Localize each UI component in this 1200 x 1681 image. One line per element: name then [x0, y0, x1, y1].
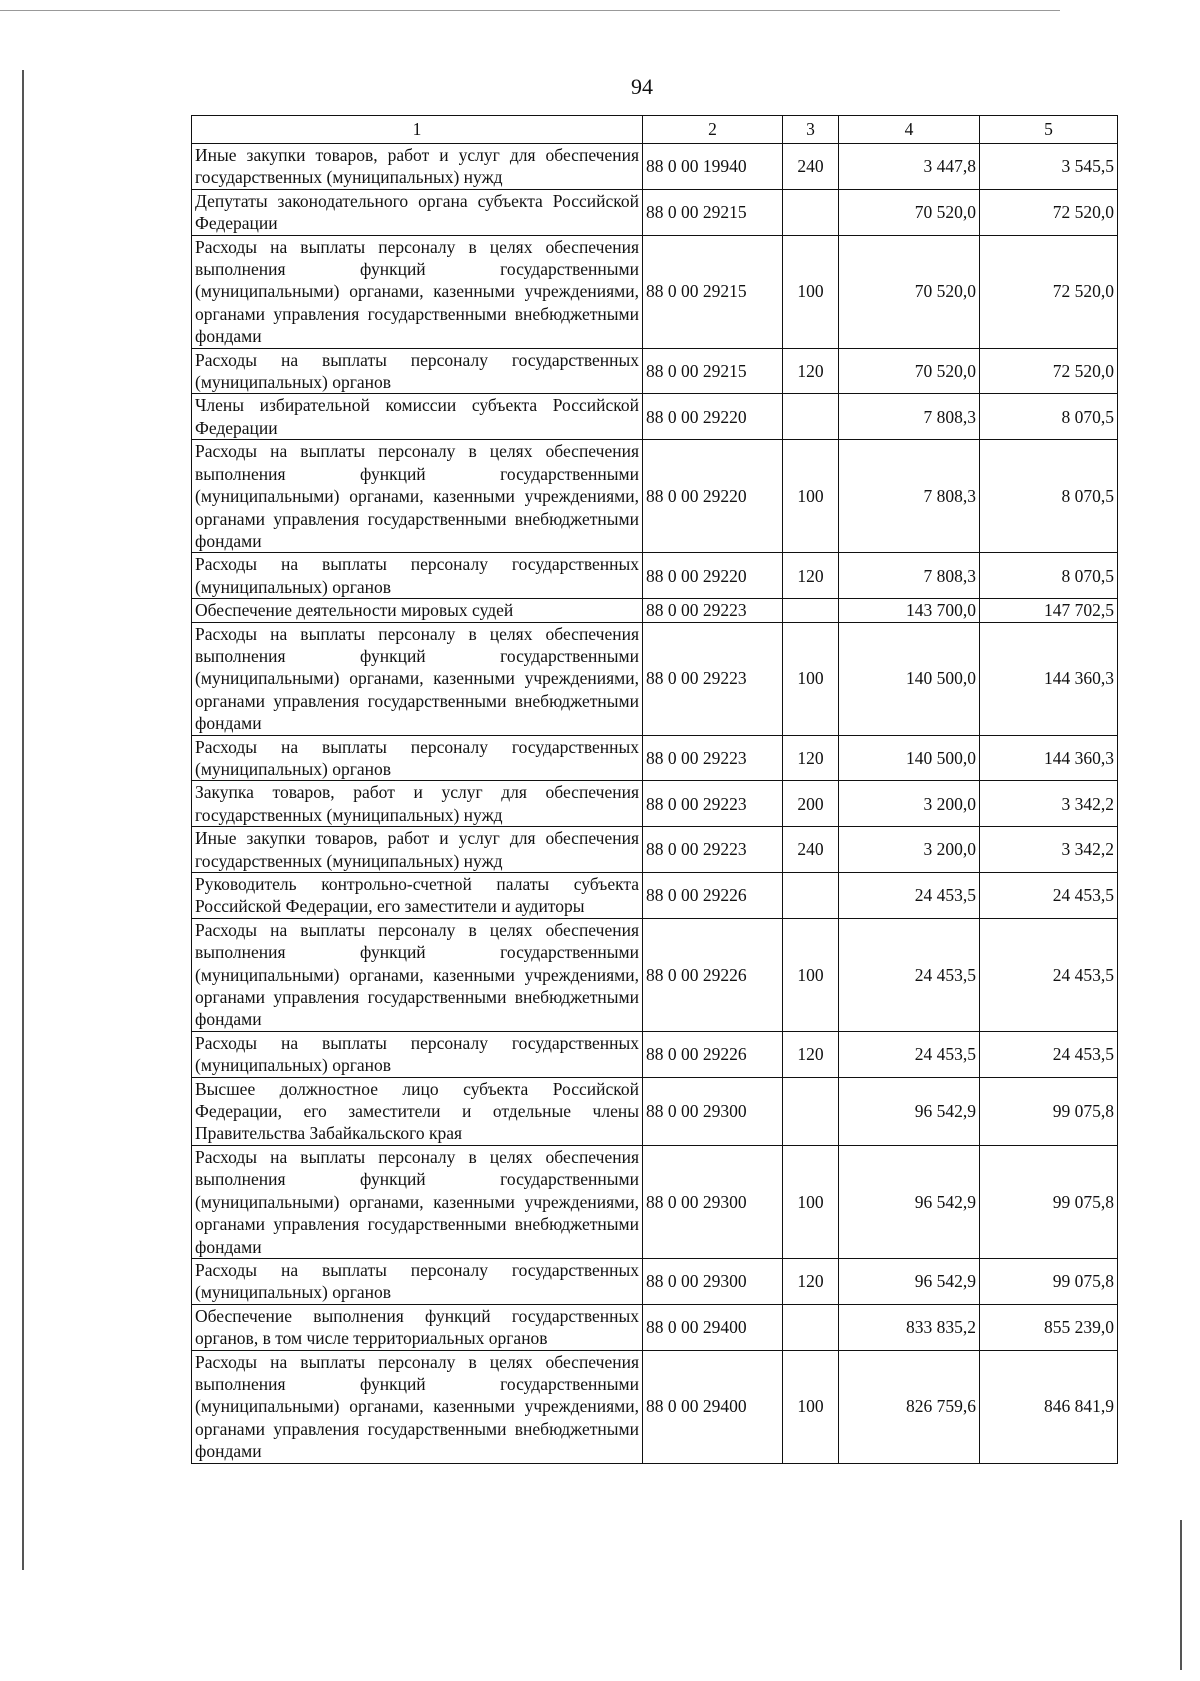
column-header-3: 3 [783, 116, 839, 144]
row-code-cell: 88 0 00 29223 [643, 622, 783, 735]
row-type-cell: 120 [783, 348, 839, 394]
row-name-cell: Закупка товаров, работ и услуг для обеспечения государственных (муниципальных) нужд [192, 781, 643, 827]
row-code-cell: 88 0 00 29220 [643, 553, 783, 599]
row-value-col4-cell: 70 520,0 [839, 189, 980, 235]
row-code-cell: 88 0 00 29226 [643, 1031, 783, 1077]
row-name-cell: Обеспечение деятельности мировых судей [192, 599, 643, 622]
row-value-col5-cell: 72 520,0 [980, 348, 1118, 394]
row-value-col5-cell: 3 342,2 [980, 781, 1118, 827]
table-row [192, 599, 1118, 622]
row-value-col5-cell: 147 702,5 [980, 599, 1118, 622]
row-value-col4-cell: 24 453,5 [839, 873, 980, 919]
row-type-cell: 120 [783, 1031, 839, 1077]
row-type-cell: 100 [783, 1350, 839, 1463]
row-code-cell: 88 0 00 29223 [643, 735, 783, 781]
row-value-col4-cell: 7 808,3 [839, 440, 980, 553]
column-header-5: 5 [980, 116, 1118, 144]
row-value-col4-cell: 826 759,6 [839, 1350, 980, 1463]
row-value-col5-cell: 8 070,5 [980, 553, 1118, 599]
row-name-cell: Расходы на выплаты персоналу в целях обеспечения выполнения функций государственными (муниципальными) органами, казенными учреждениями, органами управления государственными внебюджетными фондами [192, 235, 643, 348]
row-type-cell: 200 [783, 781, 839, 827]
row-value-col4-cell: 140 500,0 [839, 622, 980, 735]
row-name-cell: Расходы на выплаты персоналу в целях обеспечения выполнения функций государственными (муниципальными) органами, казенными учреждениями, органами управления государственными внебюджетными фондами [192, 1145, 643, 1258]
scan-edge-right [1180, 1520, 1182, 1670]
row-name-cell: Расходы на выплаты персоналу в целях обеспечения выполнения функций государственными (муниципальными) органами, казенными учреждениями, органами управления государственными внебюджетными фондами [192, 918, 643, 1031]
row-name-cell: Расходы на выплаты персоналу в целях обеспечения выполнения функций государственными (муниципальными) органами, казенными учреждениями, органами управления государственными внебюджетными фондами [192, 1350, 643, 1463]
row-type-cell: 120 [783, 735, 839, 781]
row-code-cell: 88 0 00 29215 [643, 348, 783, 394]
table-row [192, 781, 1118, 827]
row-code-cell: 88 0 00 29220 [643, 440, 783, 553]
row-value-col4-cell: 7 808,3 [839, 394, 980, 440]
table-row [192, 235, 1118, 348]
table-row [192, 144, 1118, 190]
row-type-cell: 120 [783, 553, 839, 599]
row-value-col5-cell: 8 070,5 [980, 394, 1118, 440]
row-value-col4-cell: 140 500,0 [839, 735, 980, 781]
row-value-col4-cell: 24 453,5 [839, 1031, 980, 1077]
row-code-cell: 88 0 00 29226 [643, 873, 783, 919]
row-code-cell: 88 0 00 29400 [643, 1350, 783, 1463]
row-value-col4-cell: 3 200,0 [839, 827, 980, 873]
table-row [192, 918, 1118, 1031]
row-value-col5-cell: 72 520,0 [980, 235, 1118, 348]
column-header-2: 2 [643, 116, 783, 144]
table-row [192, 189, 1118, 235]
row-type-cell [783, 1077, 839, 1145]
row-type-cell: 100 [783, 622, 839, 735]
row-type-cell: 240 [783, 827, 839, 873]
table-row [192, 1031, 1118, 1077]
row-value-col5-cell: 99 075,8 [980, 1145, 1118, 1258]
table-row [192, 622, 1118, 735]
row-value-col5-cell: 3 545,5 [980, 144, 1118, 190]
row-value-col4-cell: 833 835,2 [839, 1304, 980, 1350]
row-code-cell: 88 0 00 29300 [643, 1145, 783, 1258]
row-name-cell: Обеспечение выполнения функций государственных органов, в том числе территориальных органов [192, 1304, 643, 1350]
row-name-cell: Расходы на выплаты персоналу государственных (муниципальных) органов [192, 553, 643, 599]
table-row [192, 348, 1118, 394]
row-name-cell: Иные закупки товаров, работ и услуг для обеспечения государственных (муниципальных) нужд [192, 827, 643, 873]
row-value-col5-cell: 24 453,5 [980, 1031, 1118, 1077]
row-value-col4-cell: 96 542,9 [839, 1077, 980, 1145]
row-value-col4-cell: 3 447,8 [839, 144, 980, 190]
scan-edge-top [0, 10, 1060, 11]
column-header-4: 4 [839, 116, 980, 144]
row-value-col5-cell: 144 360,3 [980, 735, 1118, 781]
table-row [192, 1258, 1118, 1304]
row-name-cell: Иные закупки товаров, работ и услуг для обеспечения государственных (муниципальных) нужд [192, 144, 643, 190]
row-value-col5-cell: 144 360,3 [980, 622, 1118, 735]
row-type-cell: 100 [783, 1145, 839, 1258]
row-code-cell: 88 0 00 29215 [643, 189, 783, 235]
table-row [192, 827, 1118, 873]
budget-table [191, 115, 1118, 1464]
row-value-col4-cell: 3 200,0 [839, 781, 980, 827]
row-value-col5-cell: 99 075,8 [980, 1077, 1118, 1145]
scan-edge-left [22, 70, 24, 1570]
row-code-cell: 88 0 00 19940 [643, 144, 783, 190]
row-value-col5-cell: 846 841,9 [980, 1350, 1118, 1463]
row-value-col4-cell: 70 520,0 [839, 348, 980, 394]
table-row [192, 553, 1118, 599]
table-row [192, 1304, 1118, 1350]
table-row [192, 735, 1118, 781]
table-row [192, 1077, 1118, 1145]
row-type-cell: 240 [783, 144, 839, 190]
table-header-row [192, 116, 1118, 144]
row-code-cell: 88 0 00 29223 [643, 781, 783, 827]
row-code-cell: 88 0 00 29226 [643, 918, 783, 1031]
row-code-cell: 88 0 00 29215 [643, 235, 783, 348]
row-value-col4-cell: 70 520,0 [839, 235, 980, 348]
row-name-cell: Руководитель контрольно-счетной палаты субъекта Российской Федерации, его заместители и аудиторы [192, 873, 643, 919]
row-type-cell [783, 189, 839, 235]
row-value-col4-cell: 7 808,3 [839, 553, 980, 599]
row-type-cell [783, 1304, 839, 1350]
row-code-cell: 88 0 00 29400 [643, 1304, 783, 1350]
row-value-col5-cell: 855 239,0 [980, 1304, 1118, 1350]
row-type-cell: 100 [783, 440, 839, 553]
row-type-cell [783, 394, 839, 440]
row-name-cell: Расходы на выплаты персоналу в целях обеспечения выполнения функций государственными (муниципальными) органами, казенными учреждениями, органами управления государственными внебюджетными фондами [192, 440, 643, 553]
row-code-cell: 88 0 00 29223 [643, 827, 783, 873]
table-body [192, 144, 1118, 1464]
row-code-cell: 88 0 00 29300 [643, 1258, 783, 1304]
row-value-col5-cell: 24 453,5 [980, 873, 1118, 919]
row-value-col5-cell: 72 520,0 [980, 189, 1118, 235]
table-row [192, 394, 1118, 440]
row-type-cell: 100 [783, 235, 839, 348]
row-code-cell: 88 0 00 29300 [643, 1077, 783, 1145]
row-value-col5-cell: 24 453,5 [980, 918, 1118, 1031]
row-value-col5-cell: 3 342,2 [980, 827, 1118, 873]
row-type-cell [783, 599, 839, 622]
row-name-cell: Высшее должностное лицо субъекта Российской Федерации, его заместители и отдельные члены Правительства Забайкальского края [192, 1077, 643, 1145]
page-number: 94 [631, 74, 653, 99]
row-value-col5-cell: 8 070,5 [980, 440, 1118, 553]
row-value-col5-cell: 99 075,8 [980, 1258, 1118, 1304]
table-row [192, 1350, 1118, 1463]
row-value-col4-cell: 24 453,5 [839, 918, 980, 1031]
table-row [192, 440, 1118, 553]
row-name-cell: Депутаты законодательного органа субъекта Российской Федерации [192, 189, 643, 235]
row-type-cell: 120 [783, 1258, 839, 1304]
row-code-cell: 88 0 00 29220 [643, 394, 783, 440]
row-name-cell: Расходы на выплаты персоналу государственных (муниципальных) органов [192, 348, 643, 394]
table-row [192, 873, 1118, 919]
row-name-cell: Члены избирательной комиссии субъекта Российской Федерации [192, 394, 643, 440]
row-code-cell: 88 0 00 29223 [643, 599, 783, 622]
row-name-cell: Расходы на выплаты персоналу в целях обеспечения выполнения функций государственными (муниципальными) органами, казенными учреждениями, органами управления государственными внебюджетными фондами [192, 622, 643, 735]
row-name-cell: Расходы на выплаты персоналу государственных (муниципальных) органов [192, 735, 643, 781]
row-value-col4-cell: 143 700,0 [839, 599, 980, 622]
row-type-cell: 100 [783, 918, 839, 1031]
row-type-cell [783, 873, 839, 919]
row-value-col4-cell: 96 542,9 [839, 1258, 980, 1304]
column-header-1: 1 [192, 116, 643, 144]
row-value-col4-cell: 96 542,9 [839, 1145, 980, 1258]
row-name-cell: Расходы на выплаты персоналу государственных (муниципальных) органов [192, 1031, 643, 1077]
row-name-cell: Расходы на выплаты персоналу государственных (муниципальных) органов [192, 1258, 643, 1304]
table-row [192, 1145, 1118, 1258]
